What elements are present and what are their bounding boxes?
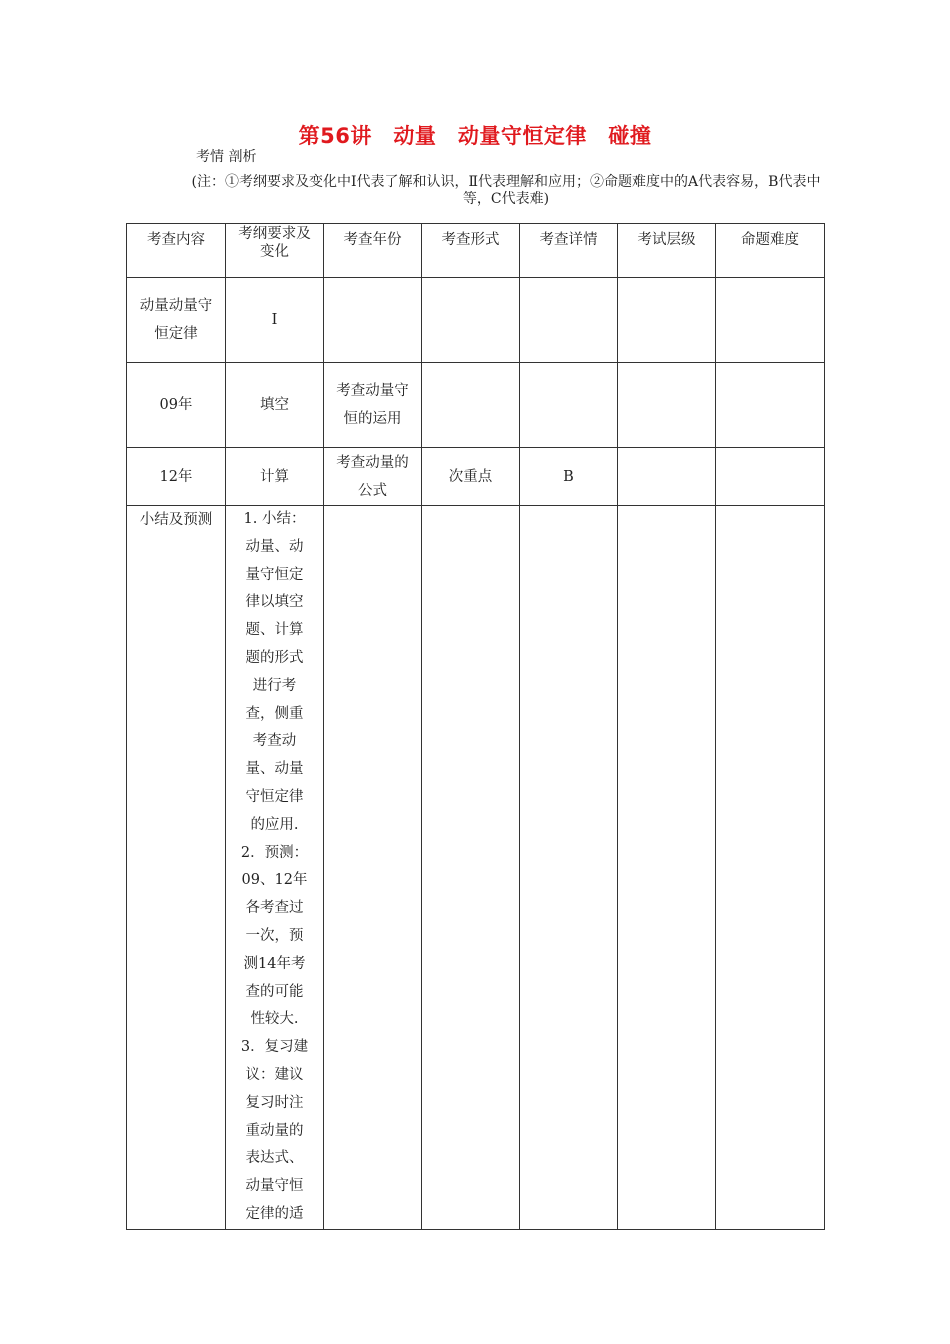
table-row [127,448,825,506]
table-cell [618,506,716,1230]
table-cell: 小结及预测 [127,506,226,1230]
table-cell: Ⅰ [226,278,324,363]
table-cell [520,506,618,1230]
table-cell: 09年 [127,363,226,448]
table-cell [716,278,825,363]
header-cell: 考查形式 [422,224,520,278]
exam-analysis-table [126,223,825,1230]
table-cell: 12年 [127,448,226,506]
table-cell: 考查动量守恒的运用 [324,363,422,448]
table-cell [324,278,422,363]
table-cell: 填空 [226,363,324,448]
table-cell: 考查动量的公式 [324,448,422,506]
table-cell [618,278,716,363]
header-cell: 命题难度 [716,224,825,278]
table-cell: 动量动量守恒定律 [127,278,226,363]
table-cell [422,506,520,1230]
table-cell: B [520,448,618,506]
legend-note: (注：①考纲要求及变化中Ⅰ代表了解和认识，Ⅱ代表理解和应用；②命题难度中的A代表容易，B代表中等，C代表难) [191,174,821,207]
table-cell: 计算 [226,448,324,506]
header-cell: 考试层级 [618,224,716,278]
page-title: 第56讲 动量 动量守恒定律 碰撞 [298,124,652,148]
header-cell: 考查详情 [520,224,618,278]
header-cell: 考查内容 [127,224,226,278]
table-row [127,363,825,448]
table-cell [716,363,825,448]
summary-cell: 1. 小结：动量、动量守恒定律以填空题、计算题的形式进行考查，侧重考查动量、动量守恒定律的应用.2．预测：09、12年各考查过一次，预测14年考查的可能性较大.3．复习建议：建议复习时注重动量的表达式、动量守恒定律的适 [226,506,324,1230]
header-cell: 考查年份 [324,224,422,278]
table-cell [716,506,825,1230]
table-cell [618,448,716,506]
table-cell [422,278,520,363]
table-cell [716,448,825,506]
table-row [127,278,825,363]
table-cell [520,363,618,448]
table-row [127,506,825,1230]
table-cell [618,363,716,448]
table-header-row [127,224,825,278]
section-subtitle: 考情 剖析 [196,149,257,165]
header-cell: 考纲要求及变化 [226,224,324,278]
table-cell [520,278,618,363]
table-cell: 次重点 [422,448,520,506]
table-cell [422,363,520,448]
table-cell [324,506,422,1230]
